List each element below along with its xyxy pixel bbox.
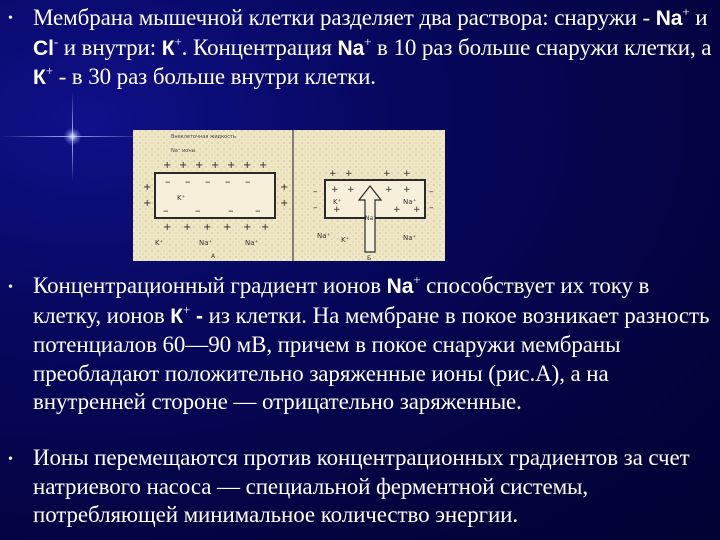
svg-text:+: +: [403, 169, 411, 179]
text-run: Na: [386, 275, 414, 298]
text-run: -: [190, 304, 209, 328]
svg-text:+: +: [333, 205, 341, 215]
text-run: . Концентрация: [181, 34, 338, 60]
svg-text:+: +: [227, 160, 236, 171]
svg-text:+: +: [280, 182, 289, 193]
panel-a-outer-label-1: K⁺: [155, 239, 164, 247]
light-flare: [64, 128, 81, 145]
svg-text:+: +: [243, 222, 252, 233]
svg-text:–: –: [245, 175, 251, 188]
panel-a-outer-label-3: Na⁺: [245, 239, 259, 247]
panel-b-outer-label-3: Na⁺: [403, 234, 417, 242]
membrane-figure: [133, 130, 445, 261]
svg-text:–: –: [228, 204, 234, 217]
svg-text:+: +: [393, 205, 401, 215]
text-run: и: [689, 5, 708, 30]
svg-text:+: +: [243, 160, 252, 171]
svg-text:+: +: [203, 222, 212, 233]
svg-text:–: –: [429, 187, 434, 197]
panel-a-outer-label-2: Na⁺: [199, 239, 213, 247]
panel-b-outer-label-1: Na⁺: [317, 232, 331, 240]
text-run: +: [45, 63, 53, 78]
text-run: Концентрационный градиент ионов: [33, 273, 387, 298]
svg-text:+: +: [329, 169, 337, 179]
svg-text:+: +: [163, 160, 172, 171]
text-run: +: [183, 301, 191, 317]
text-run: в 10 раз больше снаружи клетки, а: [371, 34, 712, 60]
svg-text:–: –: [205, 175, 211, 188]
svg-text:–: –: [429, 203, 434, 213]
text-run: К: [33, 66, 46, 89]
svg-text:+: +: [143, 198, 152, 209]
svg-text:+: +: [347, 185, 355, 195]
svg-text:+: +: [280, 198, 289, 209]
panel-b-inner-label-3: Na⁺: [403, 198, 417, 206]
bullet-marker-1: •: [8, 11, 13, 26]
svg-text:–: –: [163, 204, 169, 217]
bullet-text-2: [33, 272, 713, 417]
svg-text:–: –: [195, 204, 201, 217]
text-run: и внутри:: [58, 34, 162, 60]
text-run: +: [682, 4, 690, 19]
panel-a-inner-label: K⁺: [177, 194, 186, 202]
text-run: +: [174, 33, 182, 49]
svg-text:+: +: [345, 169, 353, 179]
bullet-marker-3: •: [8, 452, 13, 467]
bullet-text-3: [33, 444, 713, 530]
svg-text:–: –: [313, 203, 318, 213]
svg-text:+: +: [211, 160, 220, 171]
svg-text:+: +: [261, 222, 270, 233]
bullet-marker-2: •: [8, 280, 13, 295]
text-run: -: [53, 33, 59, 49]
text-run: - в 30 раз больше внутри клетки.: [52, 64, 376, 89]
svg-text:+: +: [163, 222, 172, 233]
svg-text:+: +: [195, 160, 204, 171]
panel-a-caption: А: [211, 253, 216, 260]
panel-a-fluid-label: Внеклеточная жидкость: [171, 134, 236, 140]
membrane-diagram: [133, 130, 445, 261]
svg-text:–: –: [313, 187, 318, 197]
svg-text:–: –: [225, 175, 231, 188]
panel-b-caption: Б: [367, 255, 372, 261]
svg-text:+: +: [413, 205, 421, 215]
panel-b-outer-label-2: K⁺: [341, 236, 350, 244]
text-run: Cl: [33, 36, 54, 60]
svg-text:+: +: [179, 160, 188, 171]
text-run: К: [170, 304, 184, 328]
svg-text:–: –: [255, 204, 261, 217]
text-run: +: [364, 33, 372, 49]
svg-text:+: +: [403, 185, 411, 195]
panel-b-inner-label-2: Na⁺: [365, 215, 377, 222]
text-run: из клетки. На мембране в покое возникает разность потенциалов 60—90 мВ, причем в покое снаружи мембраны преобладают положительно заряженные ионы (рис.А), а на внутренней стороне — отрицательно заряженные.: [33, 302, 710, 414]
panel-b-inner-label-1: K⁺: [333, 198, 342, 206]
text-run: Na: [655, 7, 683, 30]
text-run: Мембрана мышечной клетки разделяет два раствора: снаружи -: [33, 5, 656, 30]
text-run: +: [413, 272, 421, 287]
panel-a-ion-label: Na⁺ ионы: [171, 148, 196, 154]
svg-text:+: +: [183, 222, 192, 233]
svg-text:+: +: [385, 185, 393, 195]
svg-text:+: +: [143, 182, 152, 193]
text-run: Na: [337, 36, 365, 60]
svg-text:+: +: [223, 222, 232, 233]
text-run: К: [161, 36, 175, 60]
svg-text:–: –: [185, 175, 191, 188]
svg-text:+: +: [383, 169, 391, 179]
svg-text:+: +: [331, 185, 339, 195]
text-run: Ионы перемещаются против концентрационных градиентов за счет натриевого насоса — специальной ферментной системы, потребляющей минимальное количество энергии.: [33, 445, 690, 527]
svg-text:–: –: [165, 175, 171, 188]
svg-text:+: +: [259, 160, 268, 171]
bullet-text-1: [33, 4, 713, 93]
text-run: способствует их току в клетку, ионов: [33, 273, 650, 328]
